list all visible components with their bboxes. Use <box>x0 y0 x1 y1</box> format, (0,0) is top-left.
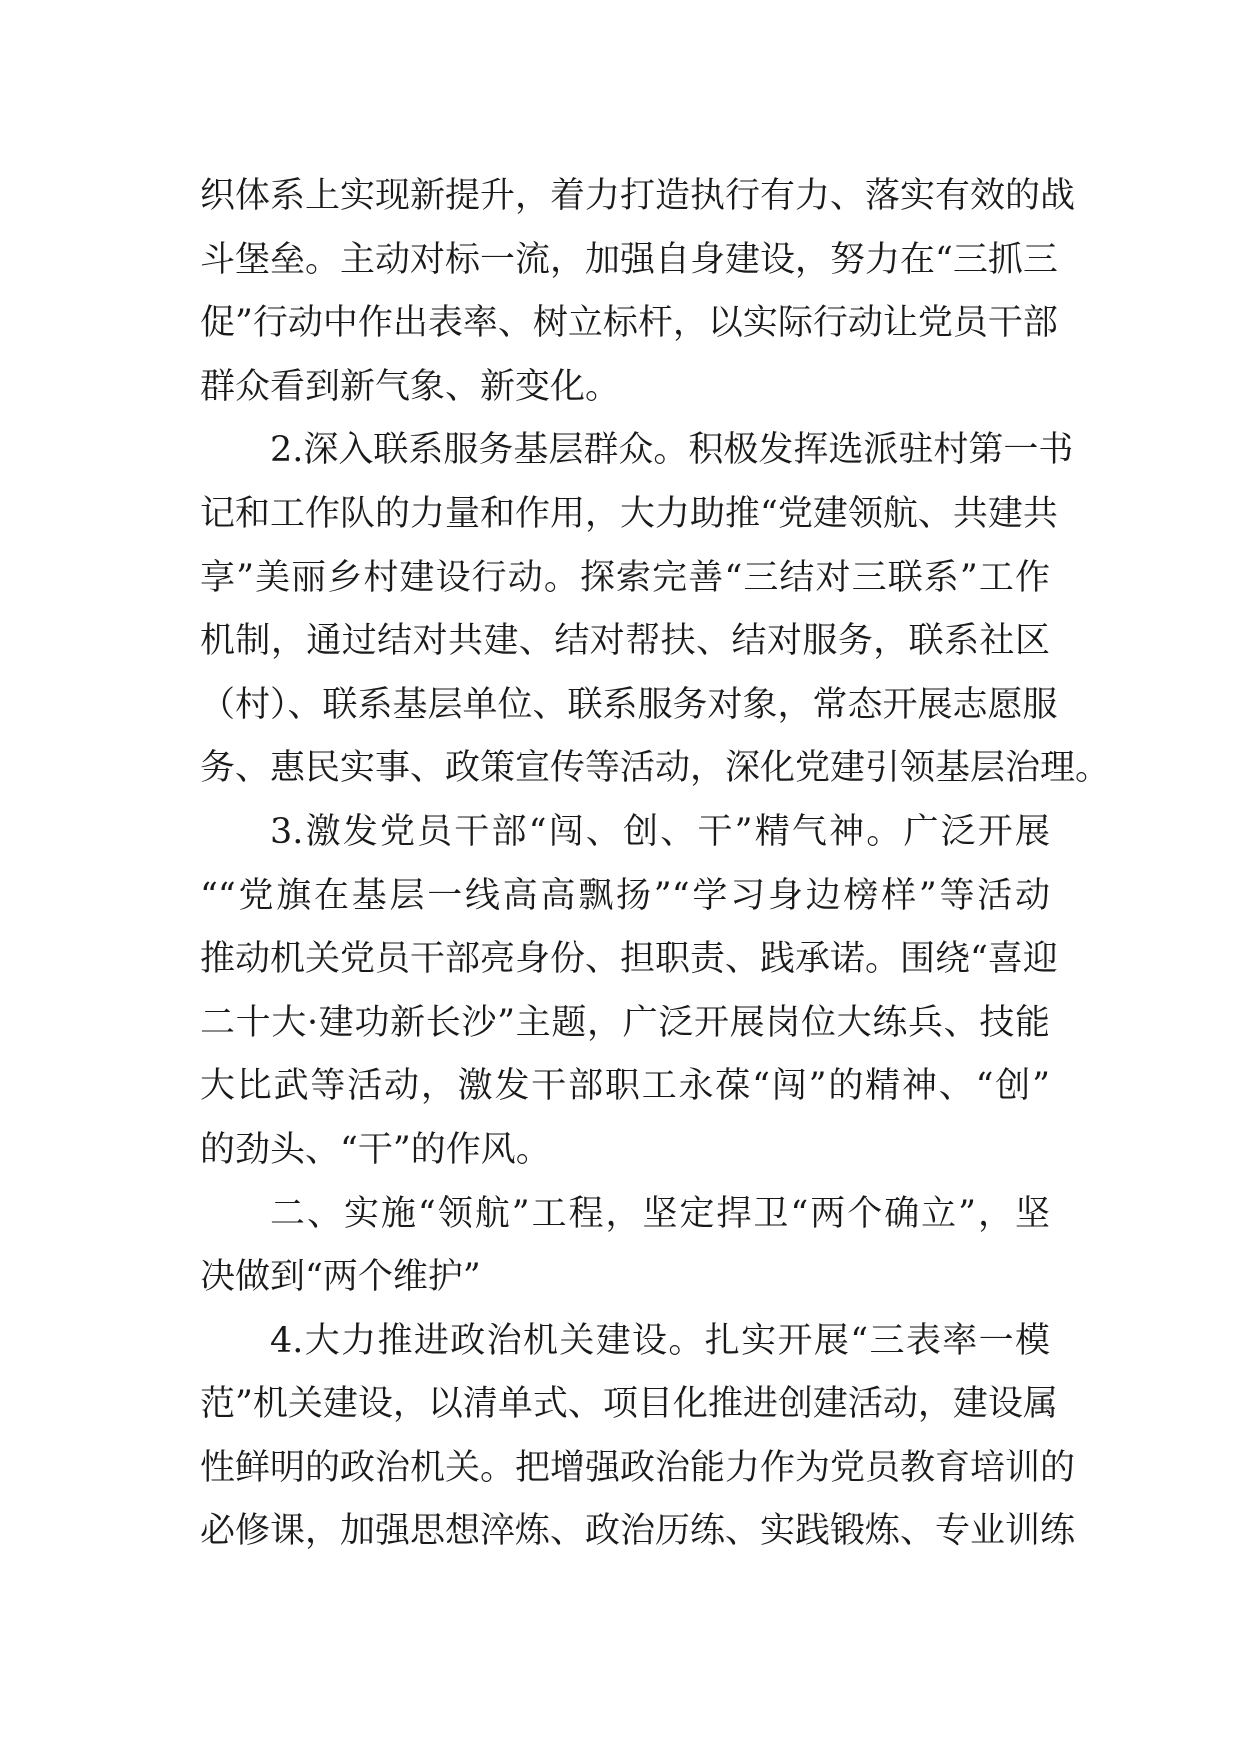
paragraph-item-2 <box>200 419 1111 801</box>
text-line: 享”美丽乡村建设行动。探索完善“三结对三联系”工作 <box>200 557 1050 598</box>
text-line: 决做到“两个维护” <box>200 1257 481 1298</box>
text-line: 织体系上实现新提升，着力打造执行有力、落实有效的战 <box>200 176 1076 216</box>
text-line: 务、惠民实事、政策宣传等活动，深化党建引领基层治理。 <box>200 748 1111 789</box>
paragraph-continuation <box>200 165 1076 419</box>
text-line: 记和工作队的力量和作用，大力助推“党建领航、共建共 <box>200 493 1058 534</box>
text-line: 二十大·建功新长沙”主题，广泛开展岗位大练兵、技能 <box>200 1002 1050 1043</box>
text-line: 机制，通过结对共建、结对帮扶、结对服务，联系社区 <box>200 621 1050 662</box>
text-line: 4.大力推进政治机关建设。扎实开展“三表率一模 <box>270 1320 1050 1361</box>
text-line: 必修课，加强思想淬炼、政治历练、实践锻炼、专业训练 <box>200 1511 1076 1552</box>
paragraph-item-4 <box>200 1310 1076 1564</box>
text-line: 促”行动中作出表率、树立标杆，以实际行动让党员干部 <box>200 303 1058 344</box>
text-line: 斗堡垒。主动对标一流，加强自身建设，努力在“三抓三 <box>200 239 1058 280</box>
text-line: 范”机关建设，以清单式、项目化推进创建活动，建设属 <box>200 1384 1058 1425</box>
text-line: 3.激发党员干部“闯、创、干”精气神。广泛开展 <box>270 811 1050 852</box>
section-heading-2 <box>200 1183 1050 1310</box>
document-body <box>200 165 1111 1564</box>
paragraph-item-3 <box>200 801 1058 1183</box>
text-line: 2.深入联系服务基层群众。积极发挥选派驻村第一书 <box>270 430 1074 471</box>
text-line: 群众看到新气象、新变化。 <box>200 366 621 407</box>
text-line: 性鲜明的政治机关。把增强政治能力作为党员教育培训的 <box>200 1447 1076 1488</box>
text-line: （村）、联系基层单位、联系服务对象，常态开展志愿服 <box>200 684 1058 725</box>
text-line: 二、实施“领航”工程，坚定捍卫“两个确立”，坚 <box>270 1193 1050 1234</box>
text-line: 大比武等活动，激发干部职工永葆“闯”的精神、“创” <box>200 1066 1050 1107</box>
text-line: 的劲头、“干”的作风。 <box>200 1129 551 1170</box>
text-line: ““党旗在基层一线高高飘扬”“学习身边榜样”等活动 <box>200 875 1050 916</box>
text-line: 推动机关党员干部亮身份、担职责、践承诺。围绕“喜迎 <box>200 939 1058 980</box>
